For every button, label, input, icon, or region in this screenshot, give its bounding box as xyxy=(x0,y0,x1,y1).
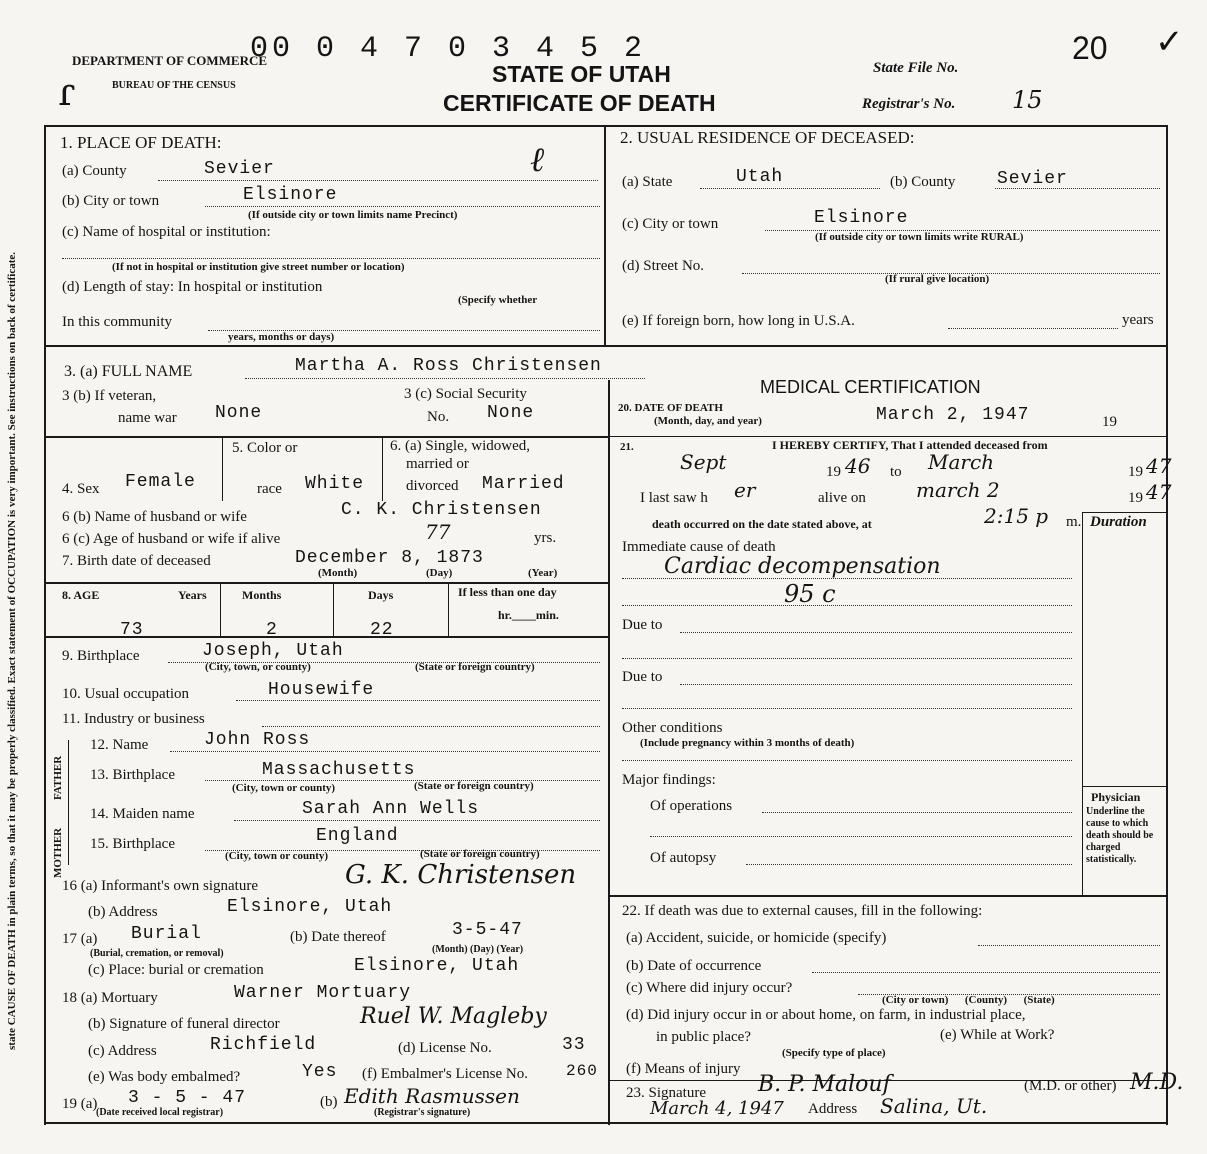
burial-label: 17 (a) xyxy=(62,931,98,947)
embalmer-license-value: 260 xyxy=(566,1062,598,1080)
residence-state-value: Utah xyxy=(736,167,784,187)
mother-maiden-value: Sarah Ann Wells xyxy=(302,799,480,819)
social-security-label-2: No. xyxy=(427,409,450,425)
mortuary-address-value: Richfield xyxy=(210,1035,317,1055)
major-findings-label: Major findings: xyxy=(622,772,716,788)
external-c-label: (c) Where did injury occur? xyxy=(626,980,793,996)
registrar-row-label: 19 (a) xyxy=(62,1096,98,1112)
alive-on-label: alive on xyxy=(818,490,866,506)
mortuary-label: 18 (a) Mortuary xyxy=(62,990,158,1006)
external-e-label: (e) While at Work? xyxy=(940,1027,1055,1043)
place-of-death-heading: 1. PLACE OF DEATH: xyxy=(60,133,222,152)
attended-from-year: 46 xyxy=(845,454,871,478)
alive-year-value: 47 xyxy=(1146,480,1172,504)
embalmed-value: Yes xyxy=(302,1062,338,1082)
state-file-value: 20 xyxy=(1072,30,1108,66)
sex-label: 4. Sex xyxy=(62,481,100,497)
duration-label: Duration xyxy=(1090,514,1147,530)
of-operations-label: Of operations xyxy=(650,798,733,814)
death-time-suffix: m. xyxy=(1066,514,1082,530)
death-city-value: Elsinore xyxy=(243,185,338,205)
embalmed-label: (e) Was body embalmed? xyxy=(88,1069,241,1085)
physician-note: Underline the cause to which death should be charged statistically. xyxy=(1086,806,1154,865)
length-of-stay-label: (d) Length of stay: In hospital or institution xyxy=(62,279,323,295)
marital-label-1: 6. (a) Single, widowed, xyxy=(390,438,530,454)
marital-label-2: married or xyxy=(406,456,469,472)
mortuary-address-label: (c) Address xyxy=(88,1043,157,1059)
residence-city-value: Elsinore xyxy=(814,208,909,228)
father-name-label: 12. Name xyxy=(90,737,149,753)
registrar-sig-note: (Registrar's signature) xyxy=(374,1107,471,1118)
external-d-label-2: in public place? xyxy=(656,1029,751,1045)
spouse-label: 6 (b) Name of husband or wife xyxy=(62,509,247,525)
age-years-header: Years xyxy=(178,588,207,602)
mother-maiden-label: 14. Maiden name xyxy=(90,806,195,822)
informant-address-label: (b) Address xyxy=(88,904,158,920)
veteran-value: None xyxy=(215,403,263,423)
sex-value: Female xyxy=(125,472,196,492)
hospital-label: (c) Name of hospital or institution: xyxy=(62,224,271,240)
father-note-state: (State or foreign country) xyxy=(414,780,534,792)
residence-county-value: Sevier xyxy=(997,169,1068,189)
other-conditions-note: (Include pregnancy within 3 months of death) xyxy=(640,737,855,749)
father-birthplace-label: 13. Birthplace xyxy=(90,767,175,783)
certificate-title: CERTIFICATE OF DEATH xyxy=(443,90,716,116)
external-d-label-1: (d) Did injury occur in or about home, on farm, in industrial place, xyxy=(626,1007,1026,1023)
death-county-value: Sevier xyxy=(204,159,275,179)
other-conditions-label: Other conditions xyxy=(622,720,723,736)
state-title: STATE OF UTAH xyxy=(492,61,671,87)
death-county-label: (a) County xyxy=(62,163,127,179)
father-note-city: (City, town or county) xyxy=(232,782,336,794)
years-label: years xyxy=(1122,312,1154,328)
birth-day-note: (Day) xyxy=(426,567,453,579)
burial-place-value: Elsinore, Utah xyxy=(354,956,520,976)
immediate-cause-label: Immediate cause of death xyxy=(622,539,776,555)
date-of-death-label-2: (Month, day, and year) xyxy=(654,415,762,427)
alive-year-prefix: 19 xyxy=(1128,490,1143,506)
residence-city-label: (c) City or town xyxy=(622,216,719,232)
physician-heading: Physician xyxy=(1091,790,1141,804)
department-label: DEPARTMENT OF COMMERCE xyxy=(72,53,268,68)
funeral-director-signature: Ruel W. Magleby xyxy=(360,1004,547,1029)
mortuary-value: Warner Mortuary xyxy=(234,983,412,1003)
industry-label: 11. Industry or business xyxy=(62,711,205,727)
certify-text: I HEREBY CERTIFY, That I attended deceased from xyxy=(772,438,1048,452)
death-occurred-label: death occurred on the date stated above, at xyxy=(652,517,872,531)
attended-to-month: March xyxy=(928,450,995,474)
state-file-label: State File No. xyxy=(873,60,959,76)
frame xyxy=(44,125,1168,127)
signature-address-label: Address xyxy=(808,1101,858,1117)
last-saw-label: I last saw h xyxy=(640,490,708,506)
burial-date-value: 3-5-47 xyxy=(452,920,523,940)
date-of-death-suffix: 19 xyxy=(1102,414,1117,430)
date-of-death-label-1: 20. DATE OF DEATH xyxy=(618,402,723,414)
external-a-label: (a) Accident, suicide, or homicide (specify) xyxy=(626,930,887,946)
specify-note: (Specify whether xyxy=(458,294,538,306)
license-label: (d) License No. xyxy=(398,1040,492,1056)
registrar-value: 15 xyxy=(1012,86,1043,114)
attended-from-prefix: 19 xyxy=(826,464,841,480)
external-c-note: (City or town) (County) (State) xyxy=(882,994,1055,1006)
signature-date: March 4, 1947 xyxy=(650,1098,784,1119)
street-label: (d) Street No. xyxy=(622,258,705,274)
foreign-born-label: (e) If foreign born, how long in U.S.A. xyxy=(622,313,855,329)
of-autopsy-label: Of autopsy xyxy=(650,850,717,866)
informant-signature: G. K. Christensen xyxy=(345,860,577,890)
mother-note-city: (City, town or county) xyxy=(225,850,329,862)
age-months-header: Months xyxy=(242,588,282,602)
external-f-label: (f) Means of injury xyxy=(626,1061,741,1077)
attended-from-month: Sept xyxy=(680,450,727,474)
bureau-label: BUREAU OF THE CENSUS xyxy=(112,80,236,91)
birth-month-note: (Month) xyxy=(318,567,358,579)
community-note: years, months or days) xyxy=(228,331,335,343)
spouse-age-value: 77 xyxy=(425,520,451,544)
age-days-value: 22 xyxy=(370,620,394,640)
embalmer-license-label: (f) Embalmer's License No. xyxy=(362,1066,528,1082)
occupation-label: 10. Usual occupation xyxy=(62,686,190,702)
registrar-signature: Edith Rasmussen xyxy=(344,1084,520,1108)
color-label-2: race xyxy=(257,481,282,497)
hospital-note: (If not in hospital or institution give street number or location) xyxy=(112,261,405,273)
burial-place-label: (c) Place: burial or cremation xyxy=(88,962,264,978)
birthplace-note-state: (State or foreign country) xyxy=(415,661,535,673)
residence-city-note: (If outside city or town limits write RURAL) xyxy=(815,231,1024,243)
birth-date-label: 7. Birth date of deceased xyxy=(62,553,211,569)
attended-to-label: to xyxy=(890,464,902,480)
birthplace-label: 9. Birthplace xyxy=(62,648,140,664)
margin-mark-icon: ɾ xyxy=(58,70,76,114)
age-days-header: Days xyxy=(368,588,394,602)
occupation-value: Housewife xyxy=(268,680,375,700)
social-security-label-1: 3 (c) Social Security xyxy=(404,386,527,402)
social-security-value: None xyxy=(487,403,535,423)
full-name-value: Martha A. Ross Christensen xyxy=(295,356,602,376)
father-side-label: FATHER xyxy=(52,755,64,800)
age-months-value: 2 xyxy=(266,620,278,640)
age-hr-min: hr.____min. xyxy=(498,608,559,622)
registrar-date-note: (Date received local registrar) xyxy=(96,1107,224,1118)
informant-signature-label: 16 (a) Informant's own signature xyxy=(62,878,258,894)
residence-heading: 2. USUAL RESIDENCE OF DECEASED: xyxy=(620,128,915,147)
age-label: 8. AGE xyxy=(62,588,100,602)
marital-label-3: divorced xyxy=(406,478,459,494)
registrar-sig-label: (b) xyxy=(320,1094,338,1110)
death-city-label: (b) City or town xyxy=(62,193,160,209)
yrs-label: yrs. xyxy=(534,530,557,546)
veteran-label-1: 3 (b) If veteran, xyxy=(62,388,157,404)
veteran-label-2: name war xyxy=(118,410,177,426)
burial-date-note: (Month) (Day) (Year) xyxy=(432,944,524,955)
signature-address-value: Salina, Ut. xyxy=(880,1094,988,1118)
father-name-value: John Ross xyxy=(204,730,311,750)
birth-year-note: (Year) xyxy=(528,567,558,579)
age-less-day-header: If less than one day xyxy=(458,585,557,599)
father-birthplace-value: Massachusetts xyxy=(262,760,416,780)
margin-instructions: state CAUSE OF DEATH in plain terms, so that it may be properly classified. Exact statement of OCCUPATION is very important. See instructions on back of certificate. xyxy=(6,251,18,1050)
certify-number: 21. xyxy=(620,441,634,453)
burial-date-label: (b) Date thereof xyxy=(290,929,386,945)
street-note: (If rural give location) xyxy=(885,273,990,285)
external-d-note: (Specify type of place) xyxy=(782,1047,886,1059)
residence-state-label: (a) State xyxy=(622,174,673,190)
signature-label: 23. Signature xyxy=(626,1085,706,1101)
residence-county-label: (b) County xyxy=(890,174,956,190)
registrar-label: Registrar's No. xyxy=(862,96,956,112)
medical-heading: MEDICAL CERTIFICATION xyxy=(760,377,981,397)
immediate-cause-value: Cardiac decompensation xyxy=(664,554,941,579)
alive-on-date: march 2 xyxy=(916,478,1000,502)
md-label: (M.D. or other) xyxy=(1024,1078,1117,1094)
mother-birthplace-value: England xyxy=(316,826,399,846)
funeral-director-label: (b) Signature of funeral director xyxy=(88,1016,280,1032)
physician-signature: B. P. Malouf xyxy=(758,1072,891,1097)
due-to-1-label: Due to xyxy=(622,617,663,633)
color-label-1: 5. Color or xyxy=(232,440,298,456)
death-city-note: (If outside city or town limits name Precinct) xyxy=(248,209,458,221)
attended-to-prefix: 19 xyxy=(1128,464,1143,480)
marital-value: Married xyxy=(482,474,565,494)
death-time-value: 2:15 p xyxy=(984,504,1049,528)
full-name-label: 3. (a) FULL NAME xyxy=(64,363,193,380)
check-mark-icon: ✓ xyxy=(1155,24,1184,61)
color-value: White xyxy=(305,474,365,494)
burial-value: Burial xyxy=(131,924,202,944)
mother-side-label: MOTHER xyxy=(52,827,64,878)
mother-note-state: (State or foreign country) xyxy=(420,848,540,860)
age-years-value: 73 xyxy=(120,620,144,640)
serial-number: 00 0 4 7 0 3 4 5 2 xyxy=(250,32,647,66)
community-label: In this community xyxy=(62,314,172,330)
external-b-label: (b) Date of occurrence xyxy=(626,958,762,974)
due-to-2-label: Due to xyxy=(622,669,663,685)
birthplace-note-city: (City, town, or county) xyxy=(205,661,311,673)
burial-note: (Burial, cremation, or removal) xyxy=(90,948,224,959)
birth-date-value: December 8, 1873 xyxy=(295,548,484,568)
last-saw-gender: er xyxy=(734,478,756,502)
license-value: 33 xyxy=(562,1035,586,1055)
registrar-date-value: 3 - 5 - 47 xyxy=(128,1088,247,1108)
informant-address-value: Elsinore, Utah xyxy=(227,897,393,917)
spouse-value: C. K. Christensen xyxy=(341,500,542,520)
external-heading: 22. If death was due to external causes, fill in the following: xyxy=(622,903,983,919)
spouse-age-label: 6 (c) Age of husband or wife if alive xyxy=(62,531,281,547)
birthplace-value: Joseph, Utah xyxy=(202,641,344,661)
attended-to-year: 47 xyxy=(1146,454,1172,478)
handwritten-mark: ℓ xyxy=(530,140,545,180)
date-of-death-value: March 2, 1947 xyxy=(876,405,1030,425)
cause-code-value: 95 c xyxy=(784,580,836,608)
mother-birthplace-label: 15. Birthplace xyxy=(90,836,175,852)
md-value: M.D. xyxy=(1130,1070,1184,1095)
